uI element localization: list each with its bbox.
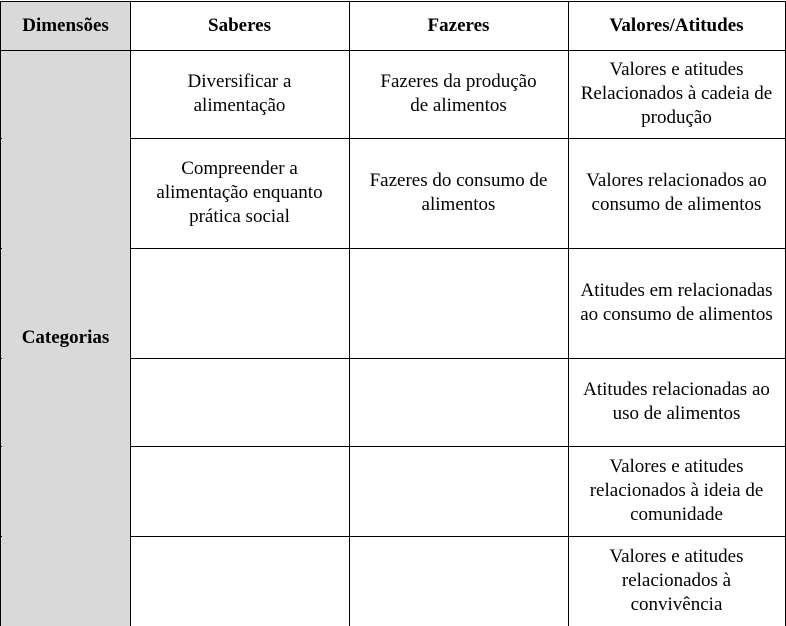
row-4-saberes [130,358,349,446]
row-3-valores: Atitudes em relacionadas ao consumo de alimentos [580,280,773,325]
header-fazeres: Fazeres [427,15,490,36]
table-border-top [0,1,786,2]
stub-categorias: Categorias [1,50,130,626]
column-divider [568,1,569,626]
row-6-fazeres [349,536,568,626]
header-dimensoes: Dimensões [1,2,130,50]
header-saberes: Saberes [208,15,271,36]
row-2-saberes: Compreender a alimentação enquanto prática social [156,158,323,227]
row-6-saberes [130,536,349,626]
row-divider [130,248,786,249]
row-3-saberes [130,248,349,358]
row-1-fazeres: Fazeres da produção de alimentos [380,71,537,116]
row-1-valores: Valores e atitudes Relacionados à cadeia de produção [580,59,773,128]
row-5-valores: Valores e atitudes relacionados à ideia de comunidade [589,456,764,525]
row-5-saberes [130,446,349,536]
row-3-fazeres [349,248,568,358]
row-divider [130,138,786,139]
row-2-valores: Valores relacionados ao consumo de alimentos [586,170,767,215]
column-divider [130,1,131,626]
table-border-left [0,1,1,626]
row-divider [130,358,786,359]
row-5-fazeres [349,446,568,536]
row-divider [130,446,786,447]
header-valores-atitudes: Valores/Atitudes [609,15,744,36]
header-divider [0,50,786,51]
row-6-valores: Valores e atitudes relacionados à convivência [609,546,744,615]
row-1-saberes: Diversificar a alimentação [187,71,292,116]
row-divider [130,536,786,537]
row-4-fazeres [349,358,568,446]
row-4-valores: Atitudes relacionadas ao uso de alimentos [583,379,770,424]
row-2-fazeres: Fazeres do consumo de alimentos [369,170,548,215]
column-divider [349,1,350,626]
